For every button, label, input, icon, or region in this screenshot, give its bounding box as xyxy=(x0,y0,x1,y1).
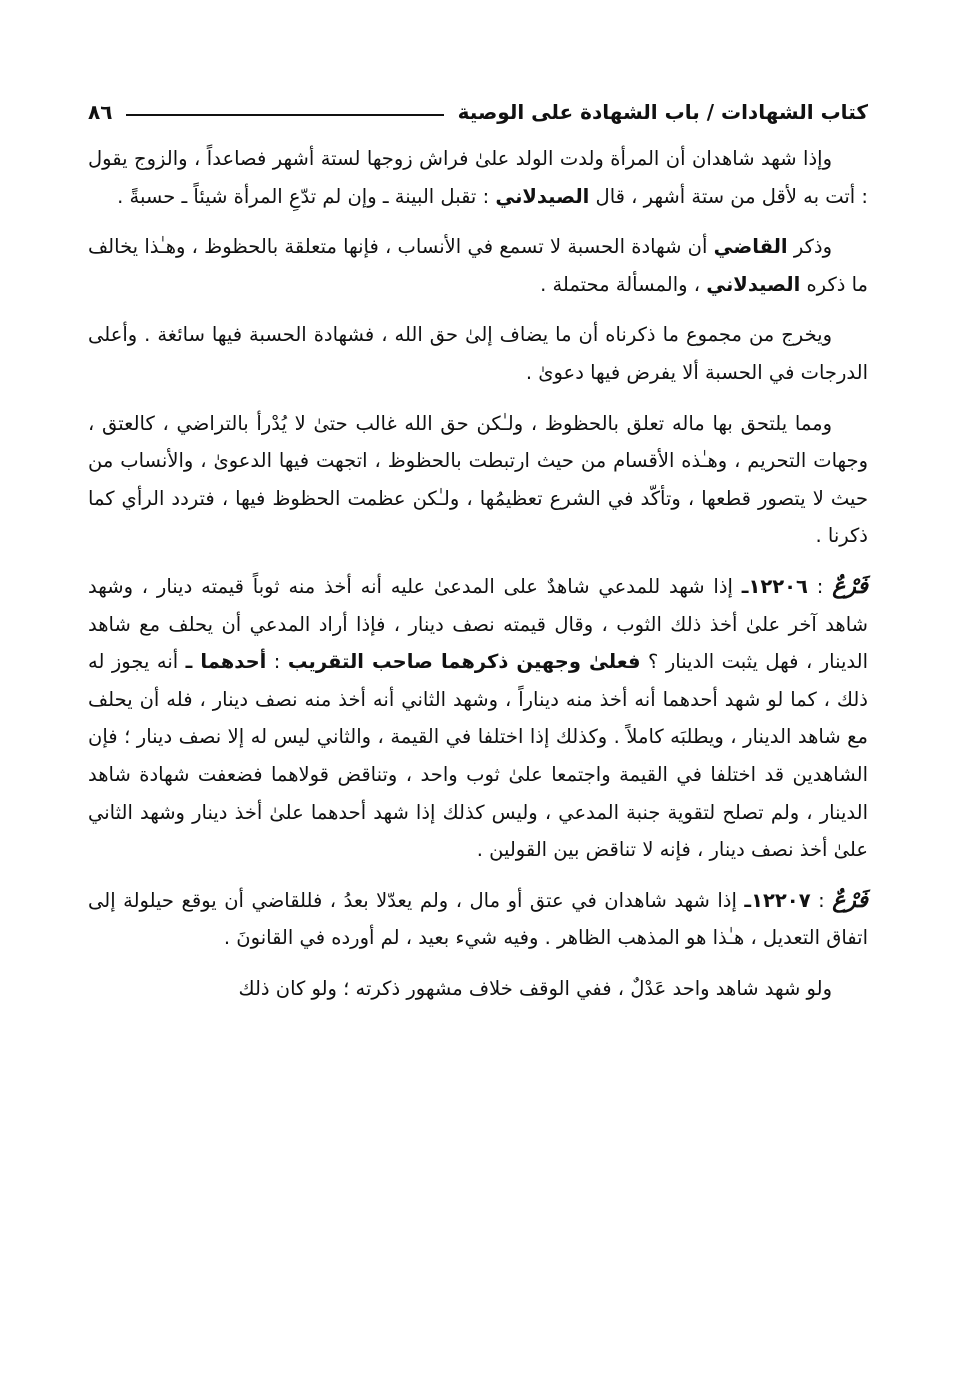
running-title: كتاب الشهادات / باب الشهادة على الوصية xyxy=(457,100,868,124)
highlighted-term: ١٢٢٠٧ـ xyxy=(744,888,811,912)
text-run: : xyxy=(807,574,833,598)
faraa-paragraph xyxy=(88,568,868,869)
header-rule xyxy=(126,114,443,116)
highlighted-term: القاضي xyxy=(713,235,788,259)
highlighted-term: الصيدلاني xyxy=(706,272,801,296)
faraa-paragraph xyxy=(88,882,868,957)
text-run: ومما يلتحق بها ماله تعلق بالحظوظ ، ولـٰكن حق الله غالب حتىٰ لا يُدْرأ بالتراضي ، كالعتق ، وجهات التحريم ، وهـٰذه الأقسام من حيث ارتبطت بالحظوظ ، اتجهت فيها الدعوىٰ ، والأنساب من حيث لا يتصور قطعها ، وتأكّد في الشرع تعظيمُها ، ولـٰكن عظمت الحظوظ فيها ، فتردد الرأي كما ذكرنا . xyxy=(88,411,868,548)
paragraph xyxy=(88,970,868,1008)
text-run: وإذا شهد شاهدان أن المرأة ولدت الولد علىٰ فراش زوجها لستة أشهر فصاعداً ، والزوج يقول : أتت به لأقل من ستة أشهر ، قال xyxy=(88,147,868,208)
book-page xyxy=(88,0,868,1391)
paragraph xyxy=(88,140,868,215)
text-run: : تقبل البينة ـ وإن لم تدّعِ المرأة شيئاً ـ حسبةً . xyxy=(117,184,496,208)
faraa-heading: فَرْعٌ xyxy=(832,572,868,599)
page-number: ٨٦ xyxy=(88,100,113,124)
text-run: ، والمسألة محتملة . xyxy=(540,272,707,296)
paragraph xyxy=(88,405,868,555)
highlighted-term: فعلىٰ وجهين ذكرهما صاحب التقريب xyxy=(287,650,641,674)
text-run: إذا شهد شاهدان في عتق أو مال ، ولم يعدّلا بعدُ ، فللقاضي أن يوقع حيلولة إلى اتفاق التعديل ، هـٰذا هو المذهب الظاهر . وفيه شيء بعيد ، لم أورده في القانونَ . xyxy=(88,888,868,950)
text-run: إذا شهد للمدعي شاهدٌ على المدعىٰ عليه أنه أخذ منه ثوباً قيمته دينار ، وشهد شاهد آخر علىٰ أخذ ذلك الثوب ، وقال قيمته نصف دينار ، فإذا أراد المدعي أن يحلف مع شاهد الدينار ، فهل يثبت الدينار ؟ xyxy=(88,574,869,674)
page-header xyxy=(88,88,868,124)
text-run: : xyxy=(810,888,833,912)
text-run: وذكر xyxy=(787,235,832,259)
text-run: أن شهادة الحسبة لا تسمع في الأنساب ، فإنها متعلقة بالحظوظ ، وهـٰذا يخالف ما ذكره xyxy=(88,235,868,296)
main-text xyxy=(88,140,868,1020)
text-run: : xyxy=(266,650,288,674)
highlighted-term: الصيدلاني xyxy=(495,184,590,208)
highlighted-term: ١٢٢٠٦ـ xyxy=(741,574,808,598)
paragraph xyxy=(88,316,868,391)
faraa-heading: فَرْعٌ xyxy=(832,886,868,913)
highlighted-term: أحدهما ـ xyxy=(185,650,267,674)
paragraph xyxy=(88,228,868,303)
text-run: ويخرج من مجموع ما ذكرناه أن ما يضاف إلىٰ حق الله ، فشهادة الحسبة فيها سائغة . وأعلى الدرجات في الحسبة ألا يفرض فيها دعوىٰ . xyxy=(88,323,868,384)
text-run: ولو شهد شاهد واحد عَدْلٌ ، ففي الوقف خلاف مشهور ذكرته ؛ ولو كان ذلك xyxy=(238,976,832,1000)
text-run: أنه يجوز له ذلك ، كما لو شهد أحدهما أنه أخذ منه ديناراً ، وشهد الثاني أنه أخذ منه نصف دينار ، فله أن يحلف مع شاهد الدينار ، ويطلبَه كاملاً . وكذلك إذا اختلفا في القيمة ، والثاني ليس له إلا نصف دينار ؛ فإن الشاهدين قد اختلفا في القيمة واجتمعا علىٰ ثوب واحد ، وتناقض قولاهما فضعفت شهادة شاهد الدينار ، ولم تصلح لتقوية جنبة المدعي ، وليس كذلك إذا شهد أحدهما علىٰ أخذ دينار وشهد الثاني علىٰ أخذ نصف دينار ، فإنه لا تناقض بين القولين . xyxy=(88,650,868,862)
